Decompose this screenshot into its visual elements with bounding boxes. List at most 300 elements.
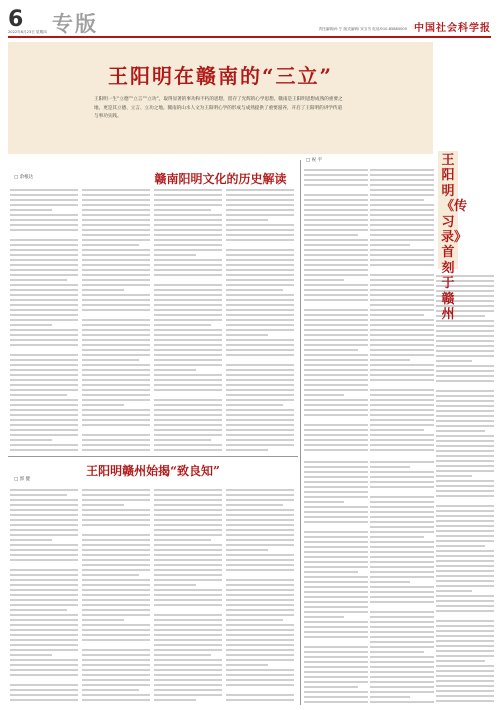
text-line — [304, 179, 368, 181]
text-line — [154, 594, 222, 596]
text-line — [304, 511, 368, 513]
text-line — [154, 589, 222, 591]
text-line — [10, 304, 78, 306]
text-line — [82, 549, 150, 551]
text-line — [154, 234, 222, 236]
text-line — [82, 349, 150, 351]
text-line — [370, 269, 434, 271]
text-line — [436, 515, 494, 517]
text-line — [304, 189, 368, 191]
text-line — [436, 530, 494, 532]
text-line — [436, 610, 494, 612]
text-line — [154, 549, 222, 551]
text-line — [82, 594, 150, 596]
text-line — [436, 505, 494, 507]
text-line — [10, 614, 78, 616]
text-line — [10, 359, 78, 361]
text-line — [10, 424, 78, 426]
text-line — [436, 630, 494, 632]
text-line — [436, 545, 485, 547]
text-line — [10, 279, 67, 281]
text-line — [226, 614, 294, 616]
text-line — [370, 389, 434, 391]
text-line — [10, 209, 52, 211]
text-line — [10, 589, 78, 591]
text-line — [10, 344, 78, 346]
text-line — [154, 369, 196, 371]
text-line — [154, 664, 222, 666]
text-line — [82, 574, 139, 576]
text-line — [82, 569, 150, 571]
text-line — [370, 229, 434, 231]
text-line — [226, 229, 294, 231]
text-line — [226, 519, 294, 521]
text-line — [370, 611, 434, 613]
text-line — [304, 449, 368, 451]
text-line — [10, 594, 78, 596]
text-line — [226, 684, 294, 686]
text-line — [370, 274, 434, 276]
text-line — [154, 374, 222, 376]
text-line — [10, 369, 78, 371]
text-line — [82, 629, 150, 631]
text-line — [370, 626, 434, 628]
text-line — [82, 684, 150, 686]
text-line — [154, 504, 222, 506]
text-line — [10, 189, 78, 191]
text-line — [10, 309, 78, 311]
text-line — [226, 324, 294, 326]
text-line — [304, 586, 368, 588]
text-line — [10, 639, 78, 641]
text-line — [304, 244, 368, 246]
text-line — [304, 309, 368, 311]
text-line — [370, 596, 434, 598]
text-line — [370, 249, 434, 251]
text-line — [370, 701, 434, 703]
text-line — [370, 429, 424, 431]
right-article-column-5 — [436, 272, 494, 705]
text-line — [154, 509, 222, 511]
text-line — [10, 434, 78, 436]
text-line — [370, 209, 434, 211]
text-line — [304, 214, 368, 216]
text-line — [436, 635, 494, 637]
text-line — [370, 254, 434, 256]
text-line — [304, 581, 368, 583]
text-line — [436, 450, 494, 452]
text-line — [10, 684, 78, 686]
text-line — [226, 414, 294, 416]
text-line — [226, 329, 294, 331]
text-line — [226, 424, 294, 426]
text-line — [10, 554, 78, 556]
text-line — [154, 559, 222, 561]
text-line — [226, 194, 294, 196]
text-line — [154, 644, 222, 646]
text-line — [82, 189, 150, 191]
text-line — [82, 639, 150, 641]
text-line — [436, 560, 494, 562]
text-line — [154, 409, 222, 411]
text-line — [82, 564, 150, 566]
text-line — [82, 414, 150, 416]
text-line — [370, 174, 434, 176]
text-line — [10, 204, 78, 206]
text-line — [82, 344, 150, 346]
text-line — [370, 184, 434, 186]
text-line — [10, 449, 78, 451]
text-line — [154, 439, 211, 441]
text-line — [10, 219, 78, 221]
text-line — [226, 384, 294, 386]
text-line — [226, 234, 294, 236]
text-line — [226, 559, 294, 561]
text-line — [304, 501, 344, 503]
text-line — [370, 506, 434, 508]
text-line — [226, 594, 294, 596]
text-line — [82, 234, 150, 236]
text-line — [10, 514, 78, 516]
text-line — [436, 620, 494, 622]
text-line — [304, 611, 368, 613]
text-line — [82, 229, 150, 231]
text-line — [154, 394, 222, 396]
text-line — [82, 519, 150, 521]
text-line — [226, 249, 294, 251]
text-line — [154, 429, 222, 431]
text-line — [436, 360, 472, 362]
text-line — [82, 199, 150, 201]
text-line — [154, 639, 222, 641]
text-line — [154, 499, 222, 501]
text-line — [370, 601, 434, 603]
text-line — [226, 504, 283, 506]
text-line — [304, 606, 368, 608]
text-line — [436, 695, 494, 697]
text-line — [154, 399, 222, 401]
text-line — [436, 400, 494, 402]
text-line — [154, 489, 222, 491]
text-line — [304, 591, 368, 593]
text-line — [10, 609, 67, 611]
text-line — [226, 359, 294, 361]
text-line — [82, 424, 150, 426]
text-line — [304, 224, 368, 226]
text-line — [82, 439, 150, 441]
text-line — [436, 605, 494, 607]
text-line — [226, 314, 294, 316]
text-line — [82, 284, 150, 286]
right-article-column-3 — [304, 458, 368, 705]
text-line — [82, 269, 150, 271]
text-line — [436, 380, 494, 382]
text-line — [304, 516, 368, 518]
text-line — [10, 699, 78, 701]
text-line — [10, 364, 78, 366]
text-line — [82, 294, 150, 296]
text-line — [304, 551, 368, 553]
text-line — [436, 375, 494, 377]
text-line — [154, 294, 222, 296]
text-line — [154, 329, 222, 331]
text-line — [82, 289, 124, 291]
text-line — [10, 389, 78, 391]
text-line — [10, 654, 52, 656]
text-line — [226, 389, 294, 391]
text-line — [304, 556, 368, 558]
text-line — [226, 379, 294, 381]
text-line — [436, 510, 494, 512]
text-line — [154, 444, 222, 446]
text-line — [154, 494, 222, 496]
section-name: 专版 — [52, 11, 98, 36]
text-line — [304, 304, 368, 306]
text-line — [370, 636, 434, 638]
text-line — [436, 675, 494, 677]
text-line — [304, 566, 368, 568]
text-line — [304, 596, 368, 598]
text-line — [82, 214, 150, 216]
text-line — [226, 284, 294, 286]
text-line — [370, 194, 434, 196]
text-line — [304, 526, 368, 528]
text-line — [10, 649, 78, 651]
text-line — [370, 359, 410, 361]
text-line — [82, 264, 150, 266]
text-line — [82, 539, 150, 541]
text-line — [436, 575, 494, 577]
text-line — [436, 640, 494, 642]
text-line — [304, 314, 368, 316]
text-line — [304, 666, 368, 668]
text-line — [436, 590, 472, 592]
text-line — [10, 269, 78, 271]
text-line — [370, 491, 434, 493]
text-line — [304, 389, 368, 391]
text-line — [154, 659, 222, 661]
text-line — [304, 691, 368, 693]
text-line — [82, 514, 150, 516]
text-line — [370, 481, 434, 483]
text-line — [436, 470, 494, 472]
text-line — [82, 254, 150, 256]
text-line — [304, 616, 344, 618]
text-line — [304, 324, 368, 326]
text-line — [370, 541, 434, 543]
text-line — [226, 524, 294, 526]
text-line — [82, 619, 124, 621]
text-line — [370, 259, 434, 261]
text-line — [82, 604, 150, 606]
text-line — [304, 641, 368, 643]
text-line — [10, 254, 78, 256]
text-line — [226, 364, 294, 366]
text-line — [82, 559, 150, 561]
text-line — [82, 584, 150, 586]
text-line — [154, 699, 196, 701]
text-line — [10, 229, 78, 231]
text-line — [304, 229, 368, 231]
text-line — [370, 304, 434, 306]
text-line — [154, 219, 222, 221]
text-line — [436, 535, 494, 537]
text-line — [436, 350, 494, 352]
text-line — [226, 429, 294, 431]
text-line — [370, 696, 410, 698]
text-line — [304, 621, 368, 623]
text-line — [226, 649, 294, 651]
text-line — [370, 324, 434, 326]
text-line — [370, 374, 434, 376]
text-line — [226, 569, 294, 571]
text-line — [82, 209, 150, 211]
text-line — [304, 671, 368, 673]
text-line — [10, 284, 78, 286]
text-line — [10, 534, 78, 536]
text-line — [154, 189, 222, 191]
text-line — [82, 499, 150, 501]
text-line — [436, 550, 494, 552]
text-line — [304, 656, 368, 658]
text-line — [154, 204, 222, 206]
text-line — [10, 644, 78, 646]
text-line — [154, 249, 222, 251]
text-line — [82, 359, 139, 361]
text-line — [154, 544, 222, 546]
text-line — [82, 379, 150, 381]
top-article-author: □ 余根达 — [14, 175, 34, 180]
text-line — [304, 409, 368, 411]
text-line — [226, 499, 294, 501]
text-line — [154, 689, 222, 691]
text-line — [154, 229, 222, 231]
text-line — [154, 449, 222, 451]
text-line — [436, 580, 494, 582]
text-line — [370, 591, 434, 593]
text-line — [154, 434, 222, 436]
text-line — [304, 681, 368, 683]
text-line — [154, 694, 222, 696]
text-line — [82, 334, 150, 336]
text-line — [154, 254, 196, 256]
text-line — [304, 506, 368, 508]
text-line — [370, 284, 434, 286]
text-line — [436, 425, 494, 427]
text-line — [226, 444, 294, 446]
text-line — [304, 419, 368, 421]
text-line — [226, 369, 294, 371]
text-line — [370, 214, 434, 216]
text-line — [304, 601, 368, 603]
text-line — [82, 644, 150, 646]
text-line — [304, 636, 368, 638]
right-vertical-title: 王阳明《传习录》首刻于赣州 — [441, 153, 468, 323]
text-line — [10, 394, 67, 396]
text-line — [226, 199, 294, 201]
text-line — [370, 339, 434, 341]
text-line — [226, 529, 294, 531]
text-line — [226, 659, 294, 661]
text-line — [436, 410, 494, 412]
text-line — [154, 629, 222, 631]
text-line — [154, 364, 222, 366]
text-line — [226, 609, 294, 611]
text-line — [226, 269, 294, 271]
text-line — [370, 606, 434, 608]
text-line — [304, 219, 368, 221]
text-line — [82, 634, 150, 636]
text-line — [226, 604, 294, 606]
text-line — [304, 661, 368, 663]
top-article-heading: 赣南阳明文化的历史解读 — [154, 172, 287, 186]
text-line — [154, 604, 222, 606]
text-line — [82, 314, 150, 316]
text-line — [82, 384, 150, 386]
text-line — [370, 344, 434, 346]
text-line — [226, 679, 294, 681]
text-line — [436, 565, 494, 567]
text-line — [82, 444, 150, 446]
text-line — [304, 399, 368, 401]
text-line — [82, 364, 150, 366]
text-line — [82, 309, 150, 311]
text-line — [304, 234, 358, 236]
text-line — [10, 509, 78, 511]
text-line — [154, 614, 222, 616]
text-line — [436, 345, 494, 347]
bottom-article-column-2 — [82, 486, 150, 705]
text-line — [436, 370, 494, 372]
text-line — [370, 461, 434, 463]
text-line — [154, 359, 222, 361]
text-line — [82, 279, 150, 281]
text-line — [304, 491, 368, 493]
text-line — [10, 494, 67, 496]
text-line — [154, 284, 222, 286]
text-line — [10, 244, 78, 246]
text-line — [226, 624, 294, 626]
text-line — [226, 399, 294, 401]
text-line — [82, 509, 150, 511]
text-line — [226, 554, 294, 556]
text-line — [436, 690, 494, 692]
page-number: 6 — [8, 7, 24, 32]
text-line — [370, 319, 434, 321]
text-line — [304, 576, 368, 578]
text-line — [226, 189, 294, 191]
text-line — [436, 540, 494, 542]
text-line — [226, 304, 294, 306]
right-article-column-2 — [370, 166, 434, 454]
text-line — [304, 571, 358, 573]
text-line — [436, 355, 494, 357]
text-line — [436, 500, 494, 502]
text-line — [226, 544, 294, 546]
text-line — [82, 529, 150, 531]
text-line — [226, 309, 294, 311]
text-line — [82, 654, 150, 656]
text-line — [154, 404, 222, 406]
text-line — [10, 329, 78, 331]
text-line — [10, 439, 52, 441]
text-line — [370, 434, 434, 436]
text-line — [436, 395, 494, 397]
text-line — [10, 409, 78, 411]
text-line — [436, 480, 494, 482]
text-line — [304, 354, 368, 356]
text-line — [10, 264, 78, 266]
